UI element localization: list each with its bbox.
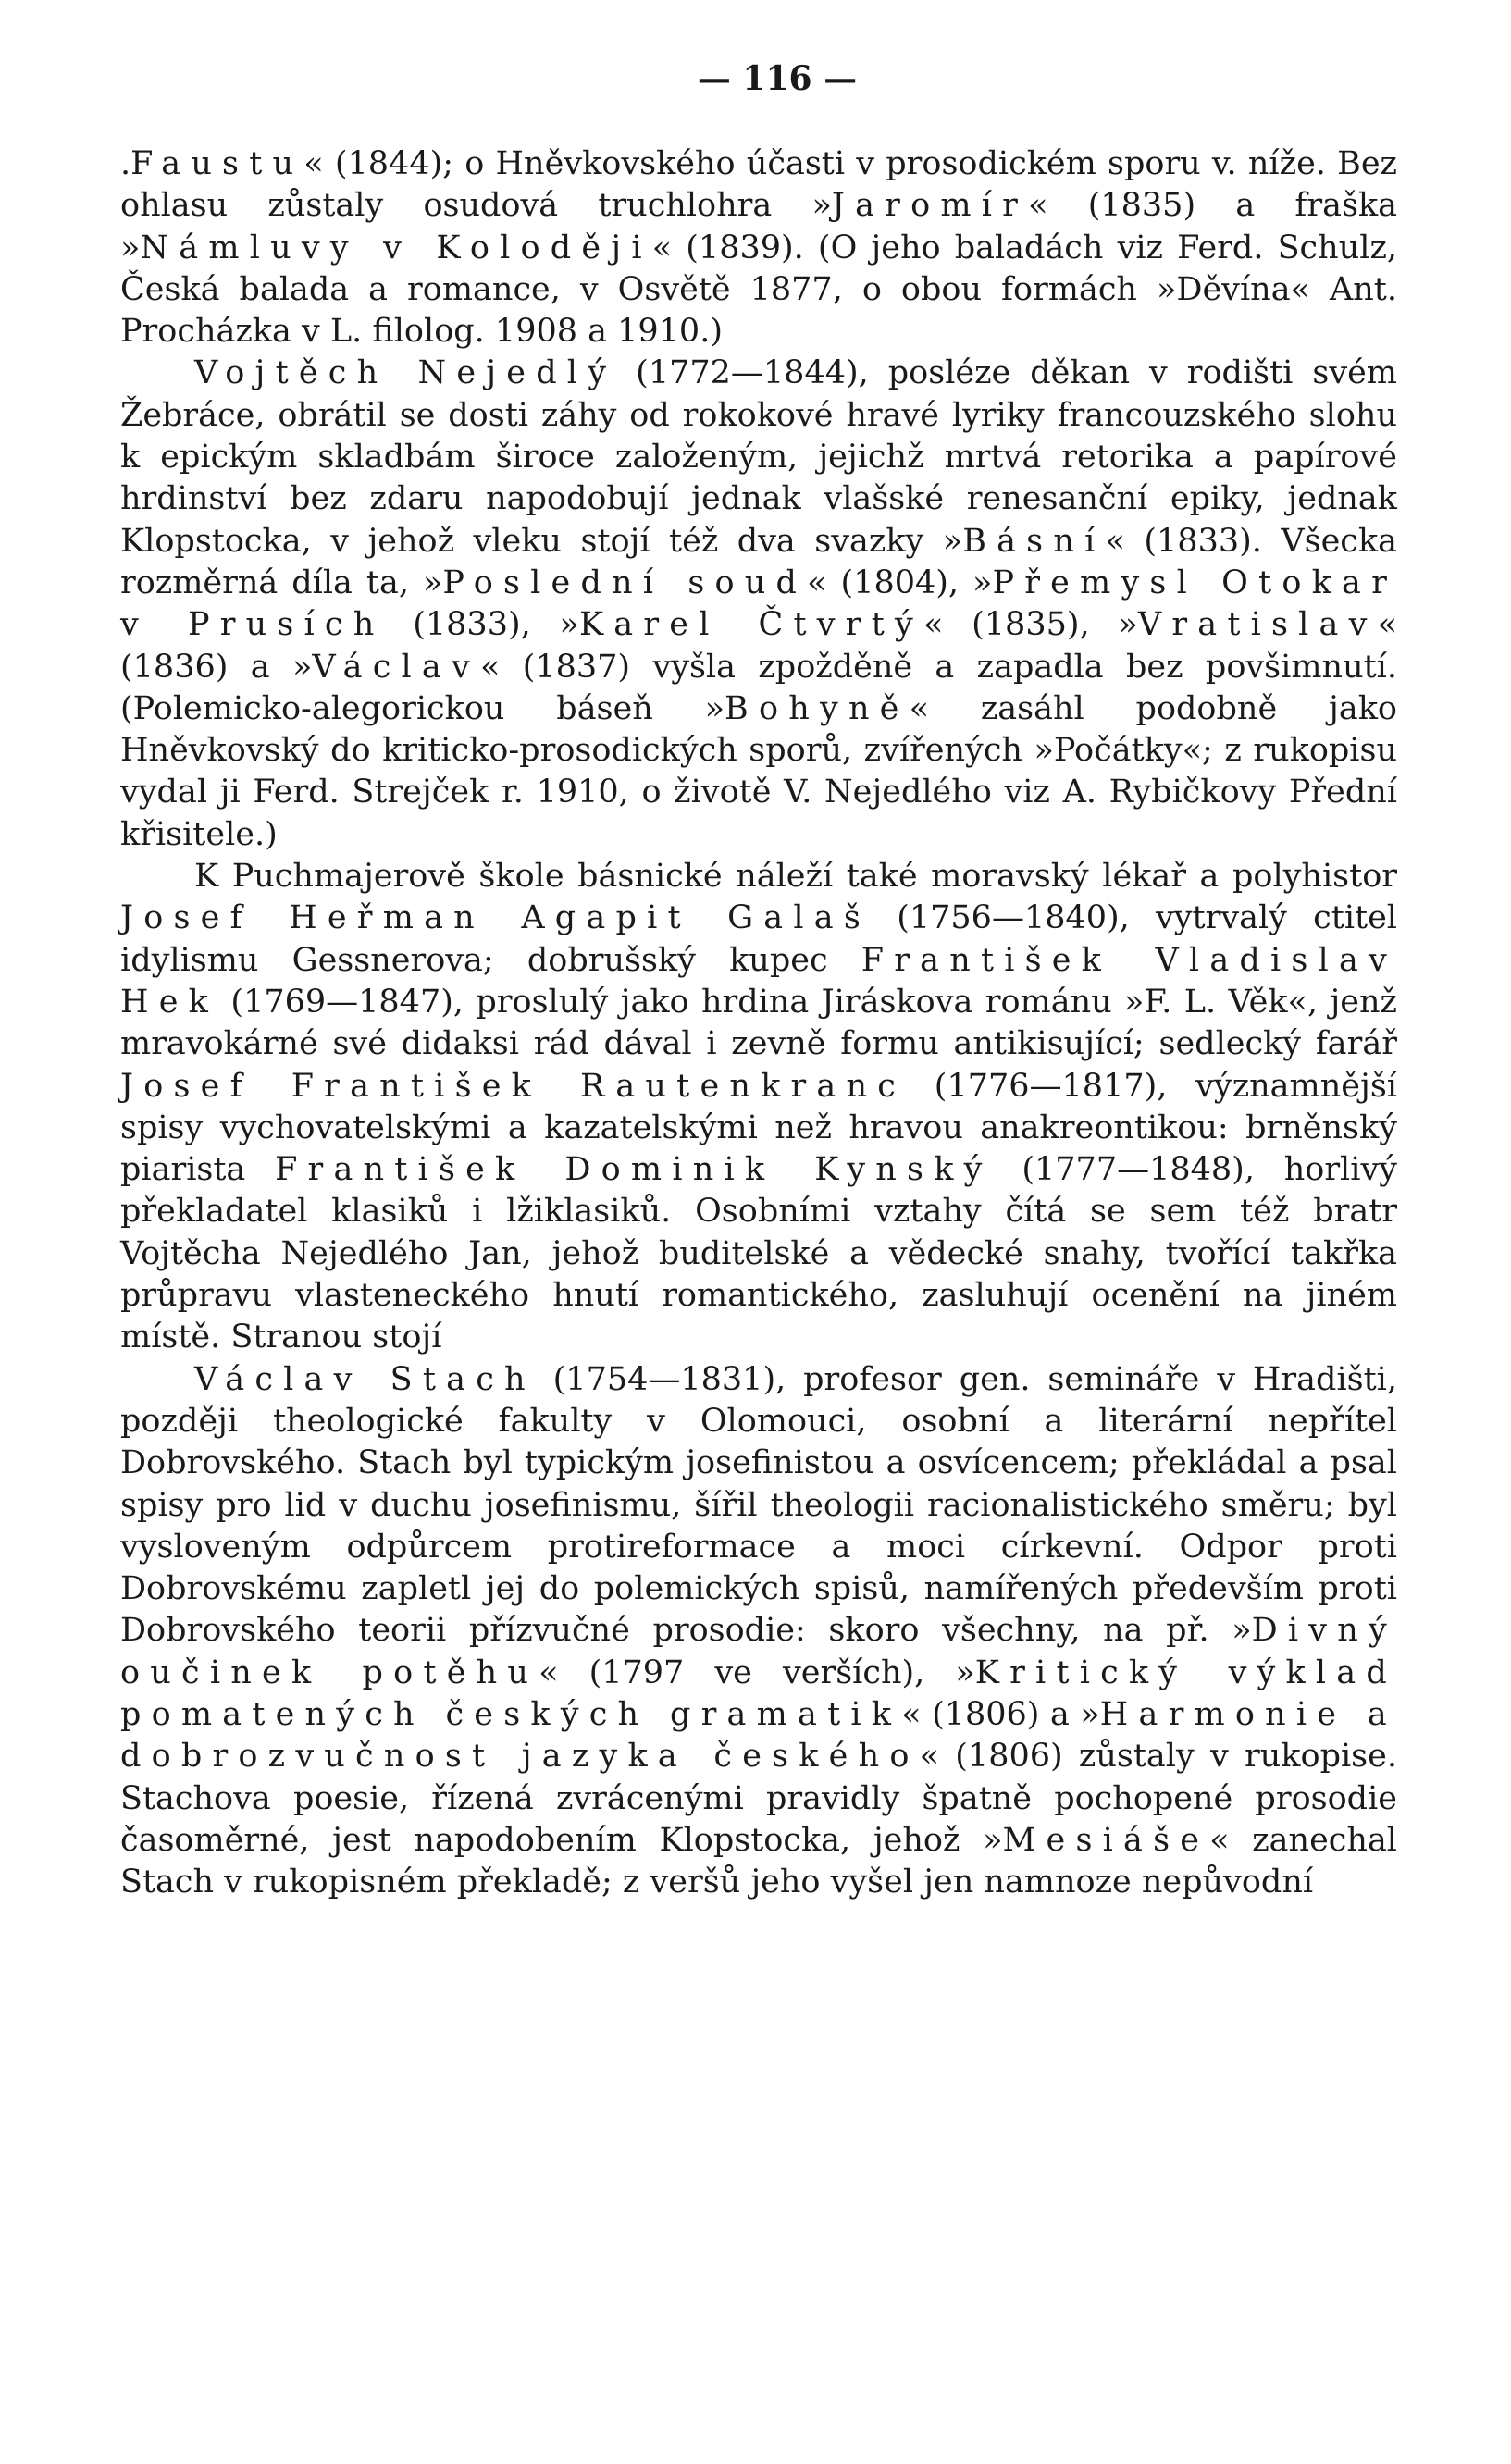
spaced-name-or-title: Námluvy v Koloději [140, 229, 652, 266]
spaced-name-or-title: Poslední soud [442, 563, 808, 601]
paragraph [120, 353, 1397, 856]
spaced-name-or-title: Mesiáše [1002, 1821, 1210, 1859]
spaced-name-or-title: Josef Heřman Agapit Galaš [120, 899, 871, 937]
text-run: « (1844); o Hněvkovského účasti v prosodickém sporu v. níže. Bez ohlasu zůstaly osudová truchlohra » [120, 145, 1397, 225]
spaced-name-or-title: Václav Stach [194, 1360, 536, 1398]
spaced-name-or-title: Harmonie a dobrozvučnost jazyka českého [120, 1695, 1397, 1776]
spaced-name-or-title: František Dominik Kynský [275, 1151, 993, 1189]
spaced-name-or-title: Divný oučinek potěhu [120, 1612, 1397, 1691]
spaced-name-or-title: Vratislav [1137, 606, 1378, 644]
text-run: « (1835), » [923, 606, 1138, 644]
text-run: (1777—1848), horlivý překladatel klasiků i lžiklasiků. Osobními vztahy čítá se sem též bratr Vojtěcha Nejedlého Jan, jehož buditelské a vědecké snahy, tvořící takřka průpravu vlasteneckého hnutí romantického, zasluhují ocenění na jiném místě. Stranou stojí [120, 1151, 1397, 1356]
paragraph [120, 856, 1397, 1359]
book-page [120, 51, 1397, 1903]
text-run: . [120, 145, 131, 182]
text-run: « (1806) zůstaly v rukopise. Stachova poesie, řízená zvrácenými pravidly špatně pochopené prosodie časoměrné, jest napodobením Klopstocka, jehož » [120, 1738, 1397, 1859]
text-run: K Puchmajerově škole básnické náleží také moravský lékař a polyhistor [194, 858, 1397, 896]
spaced-name-or-title: Básní [962, 522, 1106, 560]
spaced-name-or-title: František Vladislav Hek [120, 941, 1397, 1021]
page-number: — 116 — [697, 59, 858, 98]
text-run: « (1835) a fraška » [120, 187, 1397, 266]
spaced-name-or-title: Přemysl Otokar v Prusích [120, 563, 1397, 644]
text-run: « (1839). (O jeho baladách viz Ferd. Schulz, Česká balada a romance, v Osvětě 1877, o obou formách »Děvína« Ant. Procházka v L. filolog. 1908 a 1910.) [120, 229, 1398, 351]
text-run: « (1837) vyšla zpožděně a zapadla bez povšimnutí. (Polemicko-alegorickou báseň » [120, 648, 1397, 727]
spaced-name-or-title: Karel Čtvrtý [578, 606, 923, 644]
text-run: (1754—1831), profesor gen. semináře v Hradišti, později theologické fakulty v Olomouci, osobní a literární nepřítel Dobrovského. Stach byl typickým josefinistou a osvícencem; překládal a psal spisy pro lid v duchu josefinismu, šířil theologii racionalistického směru; byl vysloveným odpůrcem protireformace a moci církevní. Odpor proti Dobrovskému zapletl jej do polemických spisů, namířených především proti Dobrovského teorii přízvučné prosodie: skoro všechny, na př. » [120, 1360, 1397, 1650]
spaced-name-or-title: Faustu [130, 145, 304, 182]
text-run: « (1833). Všecka rozměrná díla ta, » [120, 522, 1397, 601]
text-run: (1772—1844), posléze děkan v rodišti svém Žebráce, obrátil se dosti záhy od rokokové hravé lyriky francouzského slohu k epickým skladbám široce založeným, jejichž mrtvá retorika a papírové hrdinství bez zdaru napodobují jednak vlašské renesanční epiky, jednak Klopstocka, v jehož vleku stojí též dva svazky » [120, 354, 1397, 560]
text-run: (1833), » [384, 606, 579, 644]
text-run: « (1806) a » [901, 1695, 1100, 1733]
text-run: (1756—1840), vytrvalý ctitel idylismu Gessnerova; dobrušský kupec [120, 899, 1397, 979]
spaced-name-or-title: Václav [312, 648, 480, 686]
text-run: « (1836) a » [120, 606, 1397, 686]
paragraph [120, 143, 1397, 353]
spaced-name-or-title: Bohyně [725, 689, 910, 727]
text-run: « (1804), » [807, 563, 993, 601]
text-run: (1769—1847), proslulý jako hrdina Jiráskova románu »F. L. Věk«, jenž mravokárné své didaksi rád dával i zevně formu antikisující; sedlecký farář [120, 983, 1397, 1063]
spaced-name-or-title: Kritický výklad pomatených českých gramatik [120, 1653, 1397, 1733]
body-text [120, 143, 1397, 1903]
paragraph [120, 1359, 1397, 1904]
text-run: « zanechal Stach v rukopisném překladě; z veršů jeho vyšel jen namnoze nepůvodní [120, 1821, 1397, 1901]
text-run: « zasáhl podobně jako Hněvkovský do kriticko-prosodických sporů, zvířených »Počátky«; z rukopisu vydal ji Ferd. Strejček r. 1910, o životě V. Nejedlého viz A. Rybičkovy Přední křisitele.) [120, 689, 1397, 853]
text-run: (1776—1817), významnější spisy vychovatelskými a kazatelskými než hravou anakreontikou: brněnský piarista [120, 1067, 1397, 1189]
spaced-name-or-title: Jaromír [831, 187, 1029, 225]
spaced-name-or-title: Vojtěch Nejedlý [194, 354, 617, 392]
spaced-name-or-title: Josef František Rautenkranc [120, 1067, 907, 1105]
text-run: « (1797 ve verších), » [539, 1653, 975, 1691]
